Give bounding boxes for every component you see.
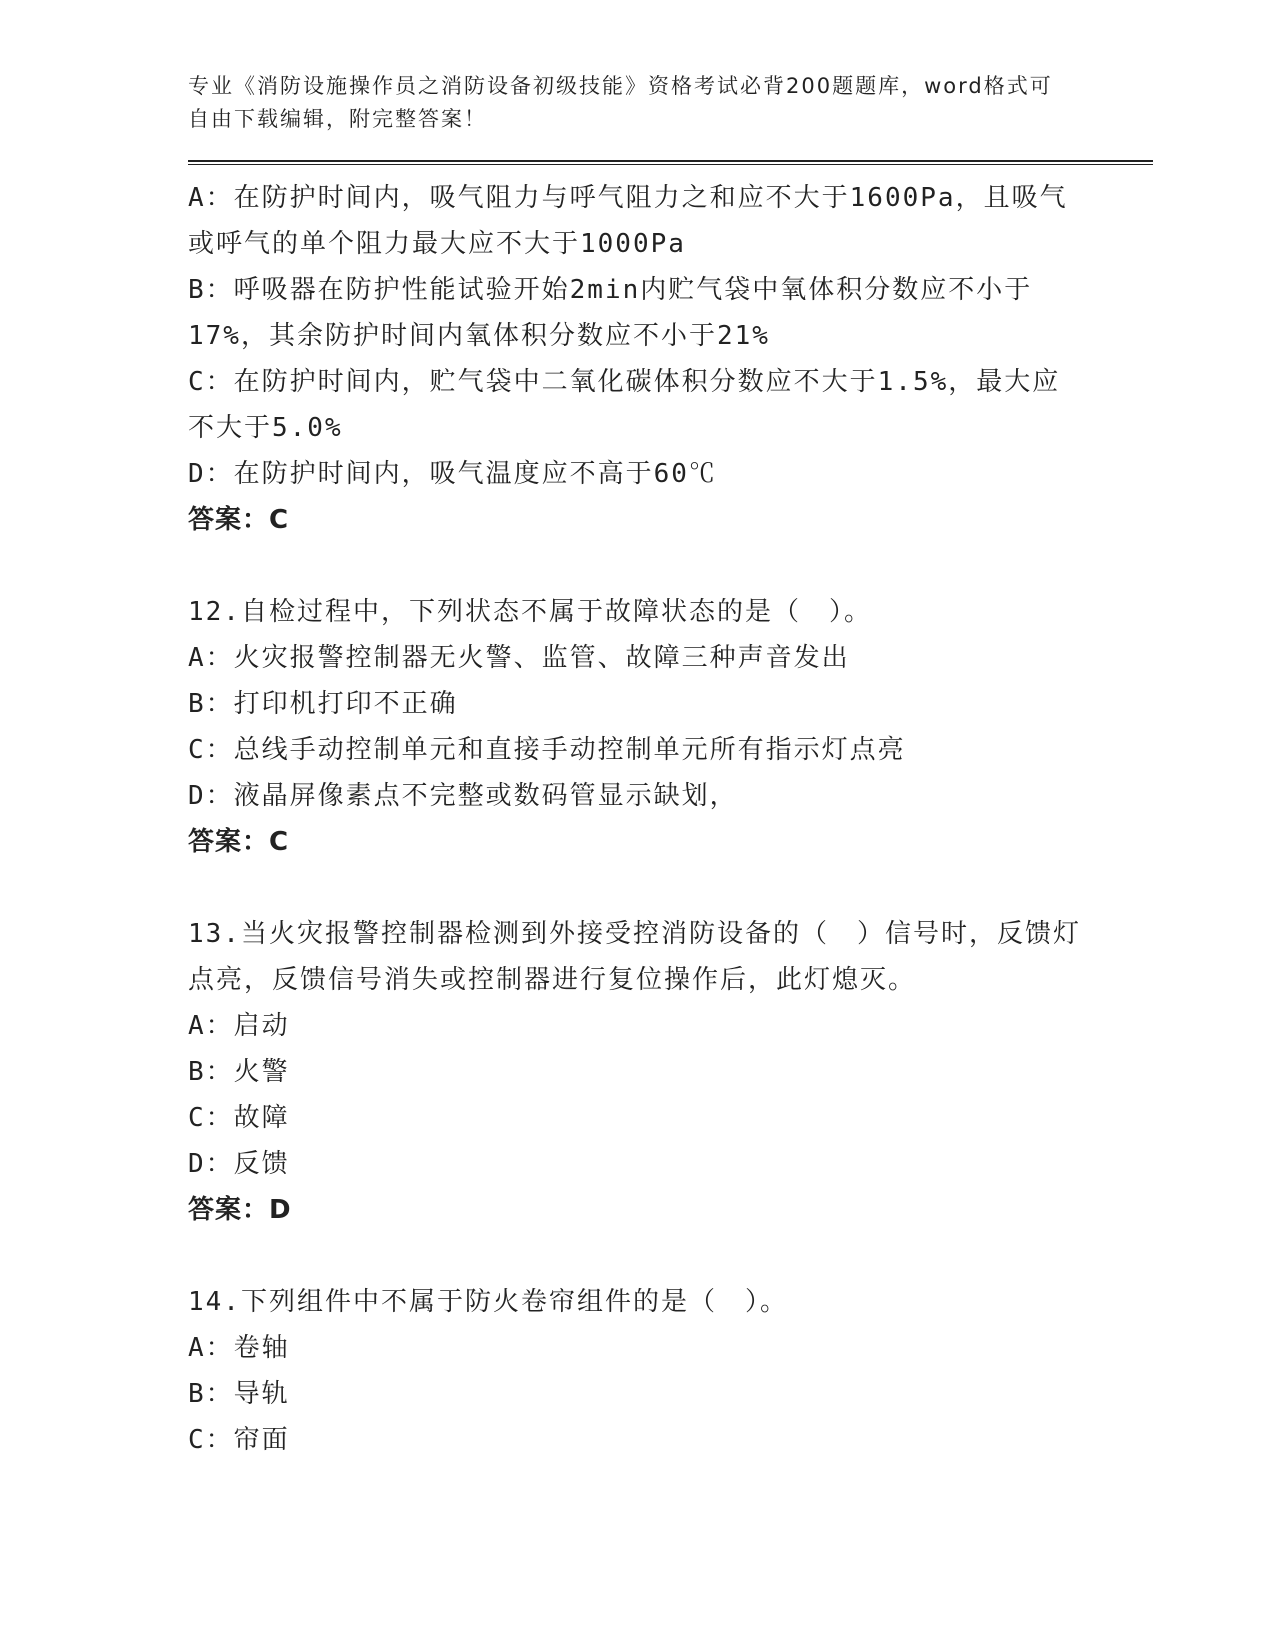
header-divider xyxy=(188,160,1153,165)
option-b: B：呼吸器在防护性能试验开始2min内贮气袋中氧体积分数应不小于17%，其余防护时间内氧体积分数应不小于21% xyxy=(188,275,1033,351)
spacer xyxy=(188,543,1088,589)
option-c: C：帘面 xyxy=(188,1425,290,1455)
question-text: 14.下列组件中不属于防火卷帘组件的是（ ）。 xyxy=(188,1287,788,1317)
spacer xyxy=(188,865,1088,911)
option-b: B：火警 xyxy=(188,1057,290,1087)
document-page xyxy=(188,70,1153,1463)
answer-label: 答案：C xyxy=(188,505,290,535)
option-d: D：反馈 xyxy=(188,1149,290,1179)
option-a: A：启动 xyxy=(188,1011,290,1041)
option-b: B：导轨 xyxy=(188,1379,290,1409)
answer-label: 答案：C xyxy=(188,827,290,857)
question-list xyxy=(188,175,1088,1463)
answer-label: 答案：D xyxy=(188,1195,292,1225)
option-c: C：故障 xyxy=(188,1103,290,1133)
option-d: D：在防护时间内，吸气温度应不高于60℃ xyxy=(188,459,717,489)
spacer xyxy=(188,1233,1088,1279)
question-text: 13.当火灾报警控制器检测到外接受控消防设备的（ ）信号时，反馈灯点亮，反馈信号消失或控制器进行复位操作后，此灯熄灭。 xyxy=(188,919,1081,995)
option-c: C：总线手动控制单元和直接手动控制单元所有指示灯点亮 xyxy=(188,735,906,765)
question-13 xyxy=(188,911,1088,1233)
option-a: A：火灾报警控制器无火警、监管、故障三种声音发出 xyxy=(188,643,850,673)
option-a: A：卷轴 xyxy=(188,1333,290,1363)
question-text: 12.自检过程中，下列状态不属于故障状态的是（ ）。 xyxy=(188,597,872,627)
option-d: D：液晶屏像素点不完整或数码管显示缺划， xyxy=(188,781,738,811)
option-c: C：在防护时间内，贮气袋中二氧化碳体积分数应不大于1.5%，最大应不大于5.0% xyxy=(188,367,1061,443)
option-a: A：在防护时间内，吸气阻力与呼气阻力之和应不大于1600Pa，且吸气或呼气的单个阻力最大应不大于1000Pa xyxy=(188,183,1068,259)
document-intro: 专业《消防设施操作员之消防设备初级技能》资格考试必背200题题库，word格式可自由下载编辑，附完整答案！ xyxy=(188,74,1053,131)
option-b: B：打印机打印不正确 xyxy=(188,689,458,719)
question-12 xyxy=(188,589,1088,865)
question-11 xyxy=(188,175,1088,543)
question-14 xyxy=(188,1279,1088,1463)
